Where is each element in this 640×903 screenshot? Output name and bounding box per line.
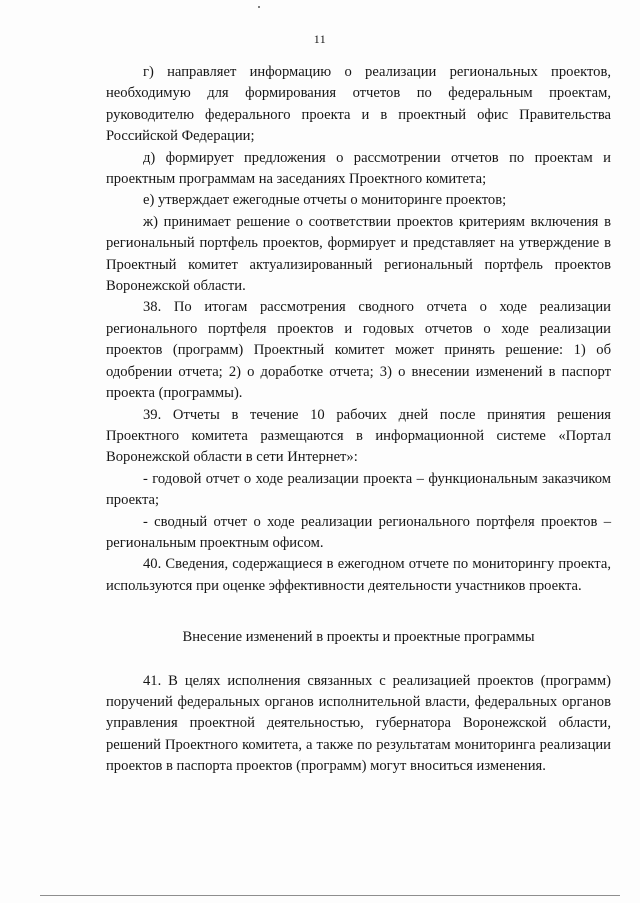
paragraph-zh: ж) принимает решение о соответствии проектов критериям включения в региональный портфель проектов, формирует и представляет на утверждение в Проектный комитет актуализированный региональный портфель проектов Воронежской области.: [106, 213, 611, 295]
paragraph-e: е) утверждает ежегодные отчеты о мониторинге проектов;: [143, 192, 507, 209]
paragraph-d: д) формирует предложения о рассмотрении отчетов по проектам и проектным программам на заседаниях Проектного комитета;: [106, 149, 611, 188]
scan-artifact: [258, 6, 260, 8]
paragraph-39-item-2: - сводный отчет о ходе реализации регионального портфеля проектов – региональным проектным офисом.: [106, 513, 611, 551]
paragraph-38: 38. По итогам рассмотрения сводного отчета о ходе реализации регионального портфеля проектов и годовых отчетов о ходе реализации проектов (программ) Проектный комитет может принять решение: 1) об одобрении отчета; 2) о доработке отчета; 3) о внесении изменений в паспорт проекта (программы).: [106, 299, 611, 402]
paragraph-39: 39. Отчеты в течение 10 рабочих дней после принятия решения Проектного комитета размещаются в информационной системе «Портал Воронежской области в сети Интернет»:: [106, 406, 611, 466]
paragraph-g: г) направляет информацию о реализации региональных проектов, необходимую для формирования отчетов по федеральным проектам, руководителю федерального проекта и в проектный офис Правительства Российской Федерации;: [106, 64, 611, 145]
paragraph-41: 41. В целях исполнения связанных с реализацией проектов (программ) поручений федеральных органов исполнительной власти, федеральных органов управления проектной деятельностью, губернатора Воронежской области, решений Проектного комитета, а также по результатам мониторинга реализации проектов в паспорта проектов (программ) могут вноситься изменения.: [106, 672, 611, 775]
page-number: 11: [313, 32, 327, 46]
document-body: [106, 62, 611, 778]
paragraph-40: 40. Сведения, содержащиеся в ежегодном отчете по мониторингу проекта, используются при оценке эффективности деятельности участников проекта.: [106, 556, 611, 594]
section-heading: Внесение изменений в проекты и проектные программы: [182, 629, 535, 646]
paragraph-39-item-1: - годовой отчет о ходе реализации проекта – функциональным заказчиком проекта;: [106, 470, 611, 509]
scan-bottom-edge: [40, 895, 620, 896]
